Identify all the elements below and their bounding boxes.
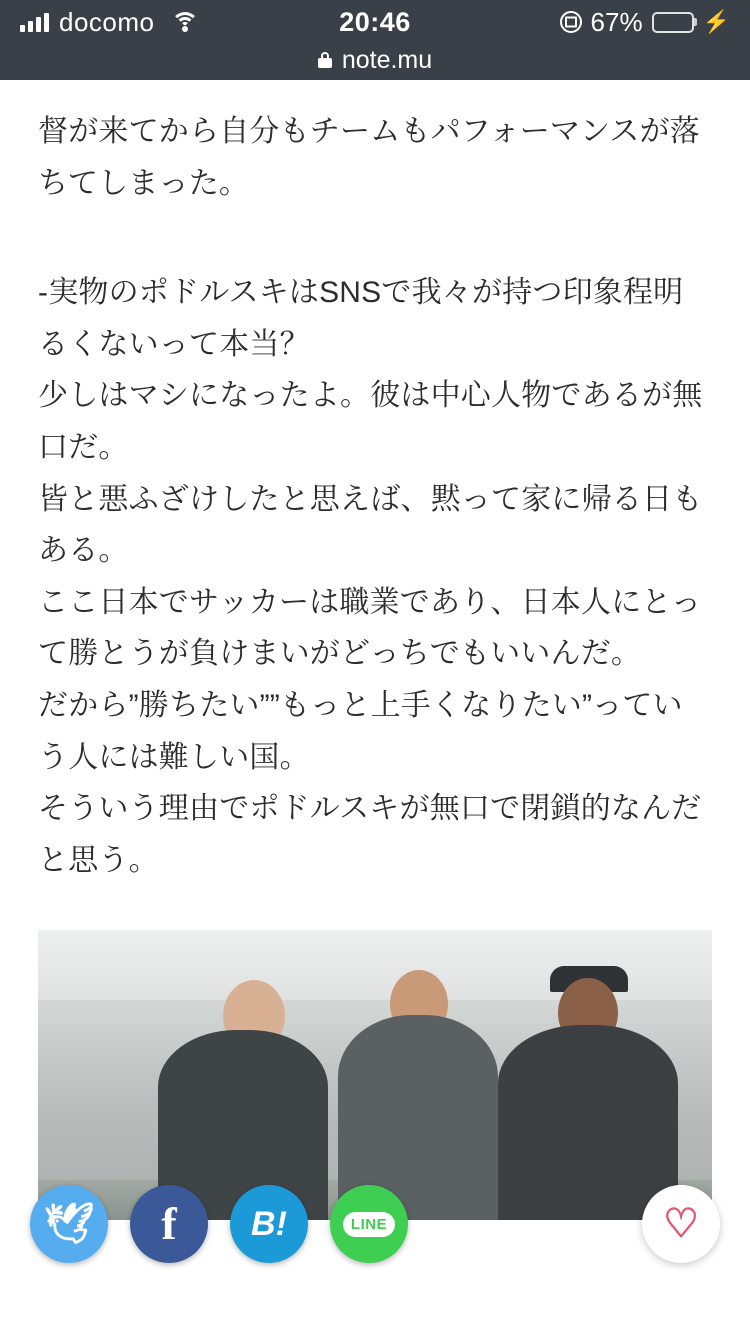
share-hatena-button[interactable] [230,1185,308,1263]
share-facebook-button[interactable] [130,1185,208,1263]
hatena-icon: B! [251,1204,287,1243]
lock-icon [318,52,332,68]
article-paragraph: -実物のポドルスキはSNSで我々が持つ印象程明るくないって本当？ 少しはマシになったよ。彼は中心人物であるが無口だ。 皆と悪ふざけしたと思えば、黙って家に帰る日もある。 ここ日本でサッカーは職業であり、日本人にとって勝とうが負けまいがどっちでもいいんだ。 だから”勝ちたい””もっと上手くなりたい”っていう人には難しい国。 そういう理由でポドルスキが無口で閉鎖的なんだと思う。 [38,276,703,877]
share-line-button[interactable] [330,1185,408,1263]
like-button[interactable] [642,1185,720,1263]
status-bar [0,0,750,44]
heart-icon: ♡ [663,1202,699,1246]
twitter-icon: 🕊 [43,1202,95,1246]
url-text: note.mu [341,45,433,74]
photo-image [38,930,712,1220]
rotation-lock-icon [560,11,582,33]
line-icon: LINE [343,1212,395,1237]
share-twitter-button[interactable] [30,1185,108,1263]
article-paragraph: 督が来てから自分もチームもパフォーマンスが落ちてしまった。 [38,115,700,200]
facebook-icon: f [161,1198,177,1249]
carrier-label: docomo [59,6,155,37]
article-content [0,80,750,886]
status-bar-clock: 20:46 [339,6,411,37]
browser-url-bar[interactable] [0,44,750,80]
article-photo [38,930,712,1220]
battery-percent-label: 67% [590,6,643,37]
battery-icon [652,12,694,33]
share-bar [0,1178,750,1270]
charging-bolt-icon: ⚡ [702,9,730,34]
